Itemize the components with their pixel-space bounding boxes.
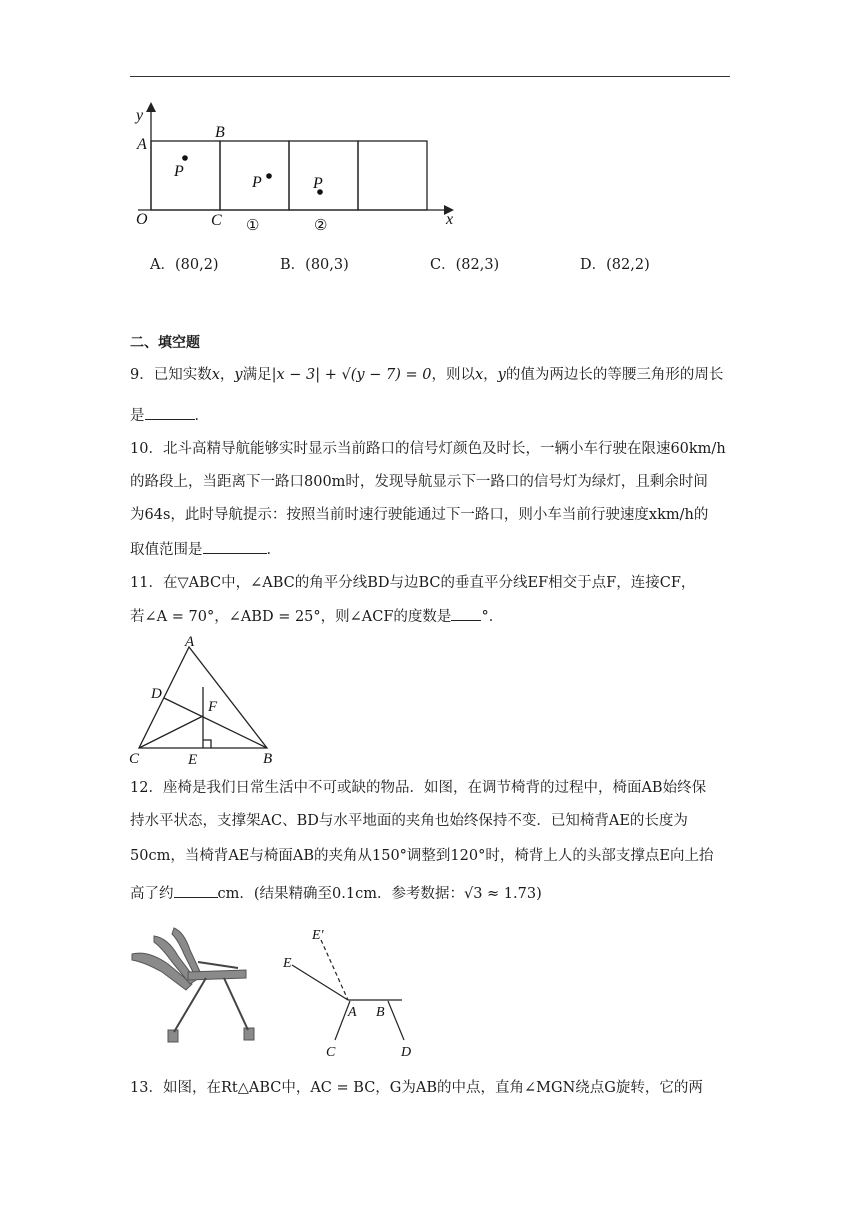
chair-foot-right: [244, 1028, 254, 1040]
q10-period: ．: [266, 542, 281, 558]
option-a[interactable]: [150, 253, 219, 274]
square-1: [151, 141, 220, 210]
q12-answer-blank[interactable]: [174, 883, 218, 898]
chair-label-c: C: [326, 1045, 336, 1060]
square-3: [289, 141, 358, 210]
q12-line-1: 12．座椅是我们日常生活中不可或缺的物品．如图，在调节椅背的过程中，椅面AB始终保: [130, 780, 707, 796]
label-y: y: [136, 107, 144, 124]
option-d[interactable]: [580, 253, 650, 274]
option-d-value: (82,2): [606, 257, 650, 273]
q12-text: 高了约: [130, 886, 174, 902]
option-d-letter: D．: [580, 257, 607, 273]
tri-label-b: B: [263, 751, 273, 767]
chair-label-d: D: [401, 1045, 412, 1060]
chair-diagram: [278, 922, 428, 1062]
tri-label-f: F: [208, 699, 218, 715]
option-c-letter: C．: [430, 257, 456, 273]
chair-label-b: B: [376, 1005, 385, 1020]
q9-period: ．: [194, 408, 209, 424]
point-p2: [266, 173, 272, 179]
q10-line-4: [130, 539, 281, 560]
label-p2: P: [252, 174, 262, 191]
option-b-value: (80,3): [305, 257, 349, 273]
chair-label-e: E: [283, 956, 292, 971]
q9-text-5: 是: [130, 408, 145, 424]
chair-label-a: A: [348, 1005, 357, 1020]
tri-label-a: A: [185, 634, 195, 650]
header-rule: [130, 76, 730, 77]
label-b: B: [215, 124, 225, 141]
q9-comma: ，: [219, 367, 235, 383]
q13-line-1: 13．如图，在Rt△ABC中，AC = BC，G为AB的中点，直角∠MGN绕点G旋转，它的两: [130, 1080, 703, 1096]
section-title: 二、填空题: [130, 335, 200, 351]
chair-illustration: [128, 922, 273, 1047]
point-p1: [182, 155, 188, 161]
q9-var-x2: x: [474, 367, 484, 383]
q10-line-2: 的路段上，当距离下一路口800m时，发现导航显示下一路口的信号灯为绿灯，且剩余时间: [130, 474, 708, 490]
tri-label-d: D: [151, 686, 162, 702]
chair-seat: [188, 970, 246, 980]
q9-text-3: ，则以: [431, 367, 475, 383]
chair-leg-back: [224, 978, 248, 1030]
y-arrow-icon: [146, 102, 156, 112]
q10-answer-blank[interactable]: [203, 539, 267, 554]
q12-line-2: 持水平状态，支撑架AC、BD与水平地面的夹角也始终保持不变．已知椅背AE的长度为: [130, 813, 688, 829]
q11-line-1: 11．在▽ABC中，∠ABC的角平分线BD与边BC的垂直平分线EF相交于点F，连接CF，: [130, 575, 696, 591]
support-bd: [388, 1001, 404, 1040]
grid-figure: [128, 100, 468, 235]
q9-text: 9．已知实数: [130, 367, 212, 383]
square-4: [358, 141, 427, 210]
chair-label-e-prime: E′: [312, 928, 324, 943]
label-x: x: [446, 211, 454, 228]
chair-armrest: [198, 962, 238, 968]
right-angle-mark: [203, 740, 211, 748]
q9-line-2: [130, 405, 209, 426]
label-p1: P: [174, 163, 184, 180]
segment-cf: [139, 716, 203, 748]
q9-equation: |x − 3| + √(y − 7) = 0: [271, 367, 432, 383]
q10-line-1: 10．北斗高精导航能够实时显示当前路口的信号灯颜色及时长，一辆小车行驶在限速60km/h: [130, 441, 726, 457]
option-b[interactable]: [280, 253, 349, 274]
label-a: A: [137, 136, 147, 153]
label-circle-1: ①: [246, 218, 260, 234]
q10-line-3: 为64s，此时导航提示：按照当前时速行驶能通过下一路口，则小车当前行驶速度xkm/h的: [130, 507, 709, 523]
tri-label-c: C: [129, 751, 140, 767]
label-circle-2: ②: [314, 218, 328, 234]
q9-text-2: 满足: [242, 367, 272, 383]
q9-answer-blank[interactable]: [145, 405, 195, 420]
q10-text: 取值范围是: [130, 542, 203, 558]
q11-answer-blank[interactable]: [451, 606, 481, 621]
q12-line-3: 50cm，当椅背AE与椅面AB的夹角从150°调整到120°时，椅背上人的头部支撑点E向上抬: [130, 848, 714, 864]
option-a-value: (80,2): [174, 257, 219, 273]
q12-text-2: cm．(结果精确至0.1cm．参考数据：√3 ≈ 1.73): [217, 886, 542, 902]
q9-line-1: [130, 365, 723, 385]
back-ae: [292, 965, 348, 1000]
q9-var-y: y: [234, 367, 243, 383]
q11-degree: °．: [481, 609, 504, 625]
q9-comma-2: ，: [483, 367, 498, 383]
q9-var-y2: y: [497, 367, 506, 383]
label-o: O: [136, 211, 148, 228]
triangle-figure: [125, 632, 285, 767]
option-b-letter: B．: [280, 257, 306, 273]
option-a-letter: A．: [150, 257, 175, 273]
q9-text-4: 的值为两边长的等腰三角形的周长: [505, 367, 724, 383]
q11-text: 若∠A = 70°，∠ABD = 25°，则∠ACF的度数是: [130, 609, 452, 625]
option-c-value: (82,3): [455, 257, 500, 273]
q9-var-x: x: [211, 367, 220, 383]
q11-line-2: [130, 606, 503, 627]
tri-label-e: E: [188, 752, 198, 767]
chair-foot-left: [168, 1030, 178, 1042]
label-p3: P: [313, 175, 323, 192]
option-c[interactable]: [430, 253, 499, 274]
label-c: C: [211, 212, 222, 229]
q12-line-4: [130, 883, 542, 904]
